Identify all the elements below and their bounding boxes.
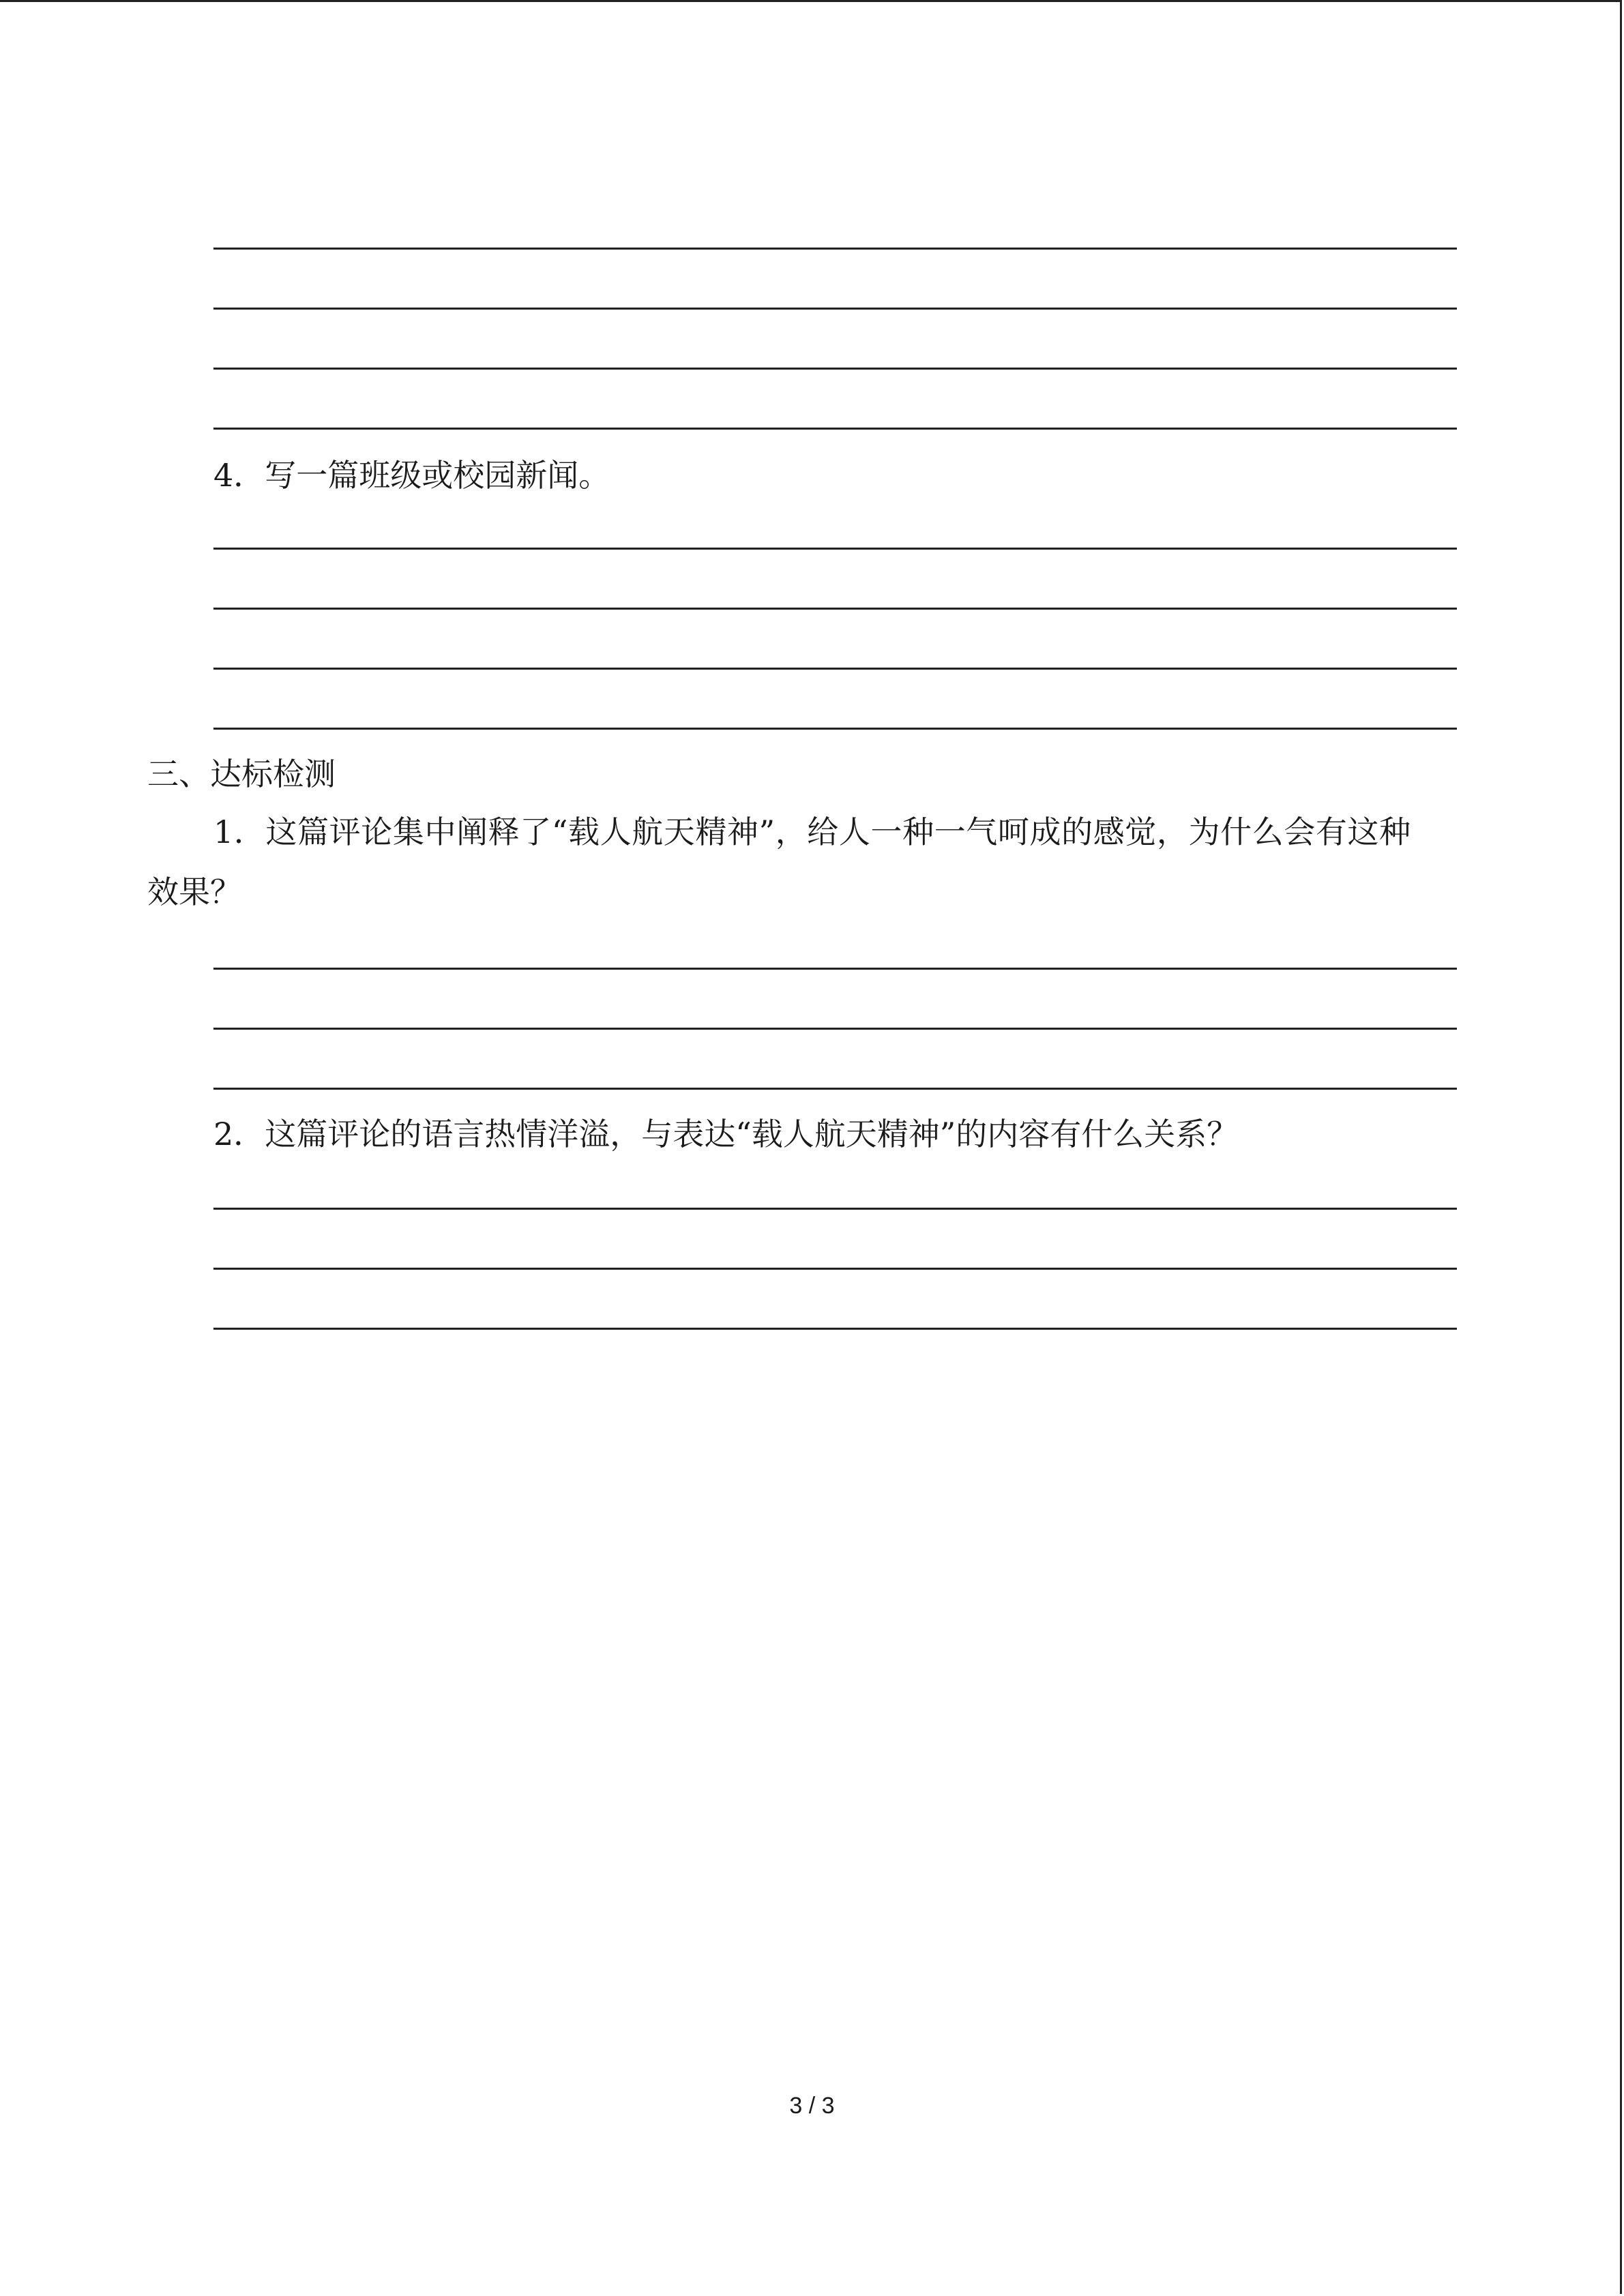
answer-line[interactable] <box>213 668 1457 670</box>
answer-line[interactable] <box>213 428 1457 430</box>
answer-line[interactable] <box>213 248 1457 250</box>
answer-line[interactable] <box>213 1328 1457 1330</box>
answer-line[interactable] <box>213 368 1457 370</box>
section-heading: 三、达标检测 <box>147 756 336 792</box>
answer-line[interactable] <box>213 968 1457 970</box>
answer-line[interactable] <box>213 1088 1457 1090</box>
answer-line[interactable] <box>213 1208 1457 1210</box>
answer-line[interactable] <box>213 548 1457 550</box>
question-2-prompt: 2．这篇评论的语言热情洋溢，与表达“载人航天精神”的内容有什么关系？ <box>213 1116 1239 1152</box>
page-number: 3 / 3 <box>789 2093 835 2119</box>
question-1-line-2: 效果？ <box>147 874 241 910</box>
question-1-line-1: 1．这篇评论集中阐释了“载人航天精神”，给人一种一气呵成的感觉，为什么会有这种 <box>213 814 1411 850</box>
answer-line[interactable] <box>213 728 1457 730</box>
question-4-prompt: 4．写一篇班级或校园新闻。 <box>213 457 610 494</box>
answer-line[interactable] <box>213 1268 1457 1270</box>
answer-line[interactable] <box>213 308 1457 310</box>
answer-line[interactable] <box>213 608 1457 610</box>
answer-line[interactable] <box>213 1028 1457 1030</box>
